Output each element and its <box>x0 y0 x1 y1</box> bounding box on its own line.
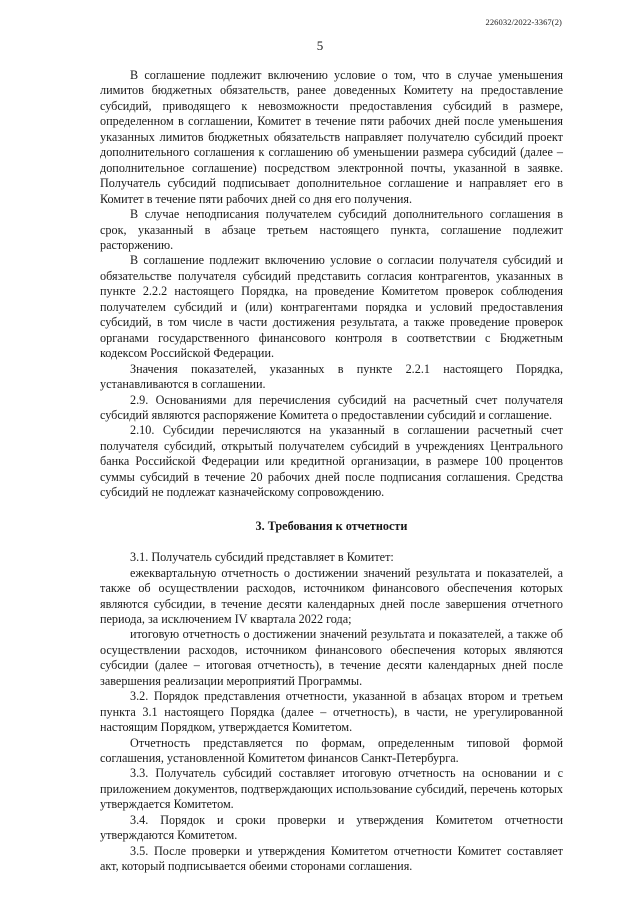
page-number: 5 <box>316 38 324 53</box>
paragraph-reporting-forms: Отчетность представляется по формам, определенным типовой формой соглашения, установленной Комитетом финансов Санкт-Петербурга. <box>100 735 563 766</box>
document-body <box>100 68 563 875</box>
paragraph-2-10: 2.10. Субсидии перечисляются на указанный в соглашении расчетный счет получателя субсидий, открытый получателем субсидий в учреждениях Центрального банка Российской Федерации или кредитной организации, в размере 100 процентов суммы субсидий в течение 20 рабочих дней после подписания соглашения. Средства субсидий не подлежат казначейскому сопровождению. <box>100 423 563 500</box>
section-title-reporting-requirements: 3. Требования к отчетности <box>255 518 408 533</box>
paragraph-2-9: 2.9. Основаниями для перечисления субсидий на расчетный счет получателя субсидий являются распоряжение Комитета о предоставлении субсидий и соглашение. <box>100 392 563 422</box>
paragraph-indicator-values: Значения показателей, указанных в пункте 2.2.1 настоящего Порядка, устанавливаются в соглашении. <box>100 361 563 392</box>
document-registration-number: 226032/2022-3367(2) <box>485 17 562 27</box>
paragraph-3-3: 3.3. Получатель субсидий составляет итоговую отчетность на основании и с приложением документов, подтверждающих использование субсидий, перечень которых утверждается Комитетом. <box>100 766 563 812</box>
paragraph-budget-limits-reduction: В соглашение подлежит включению условие о том, что в случае уменьшения лимитов бюджетных обязательств, ранее доведенных Комитету на предоставление субсидий, приводящего к невозможности предоставления субсидий в размере, определенном в соглашении, Комитет в течение пяти рабочих дней после уменьшения указанных лимитов бюджетных обязательств направляет получателю субсидий проект дополнительного соглашения к соглашению об уменьшении размера субсидий (далее – дополнительное соглашение) посредством электронной почты, указанной в заявке. Получатель субсидий подписывает дополнительное соглашение и направляет его в Комитет в течение пяти рабочих дней со дня его получения. <box>100 68 563 206</box>
paragraph-agreement-termination: В случае неподписания получателем субсидий дополнительного соглашения в срок, указанный в абзаце третьем настоящего пункта, соглашение подлежит расторжению. <box>100 207 563 252</box>
paragraph-quarterly-reporting: ежеквартальную отчетность о достижении значений результата и показателей, а также об осуществлении расходов, источником финансового обеспечения которых являются субсидии, в течение десяти календарных дней после завершения отчетного периода, за исключением IV квартала 2022 года; <box>100 565 563 626</box>
paragraph-3-4: 3.4. Порядок и сроки проверки и утверждения Комитетом отчетности утверждаются Комитетом. <box>100 812 563 843</box>
paragraph-3-1: 3.1. Получатель субсидий представляет в Комитет: <box>130 550 394 565</box>
paragraph-consent-to-inspections: В соглашение подлежит включению условие о согласии получателя субсидий и обязательстве получателя субсидий представить согласия контрагентов, указанных в пункте 2.2.2 настоящего Порядка, на проведение Комитетом проверок соблюдения получателем субсидий и (или) контрагентами порядка и условий предоставления субсидий, в том числе в части достижения результата, а также проведение проверок органами государственного финансового контроля в соответствии с Бюджетным кодексом Российской Федерации. <box>100 253 563 361</box>
paragraph-3-2: 3.2. Порядок представления отчетности, указанной в абзацах втором и третьем пункта 3.1 настоящего Порядка (далее – отчетность), в части, не урегулированной настоящим Порядком, утверждается Комитетом. <box>100 689 563 735</box>
paragraph-3-5: 3.5. После проверки и утверждения Комитетом отчетности Комитет составляет акт, который подписывается обеими сторонами соглашения. <box>100 843 563 874</box>
paragraph-final-reporting: итоговую отчетность о достижении значений результата и показателей, а также об осуществлении расходов, источником финансового обеспечения которых являются субсидии (далее – итоговая отчетность), в течение десяти календарных дней после завершения реализации мероприятий Программы. <box>100 627 563 688</box>
